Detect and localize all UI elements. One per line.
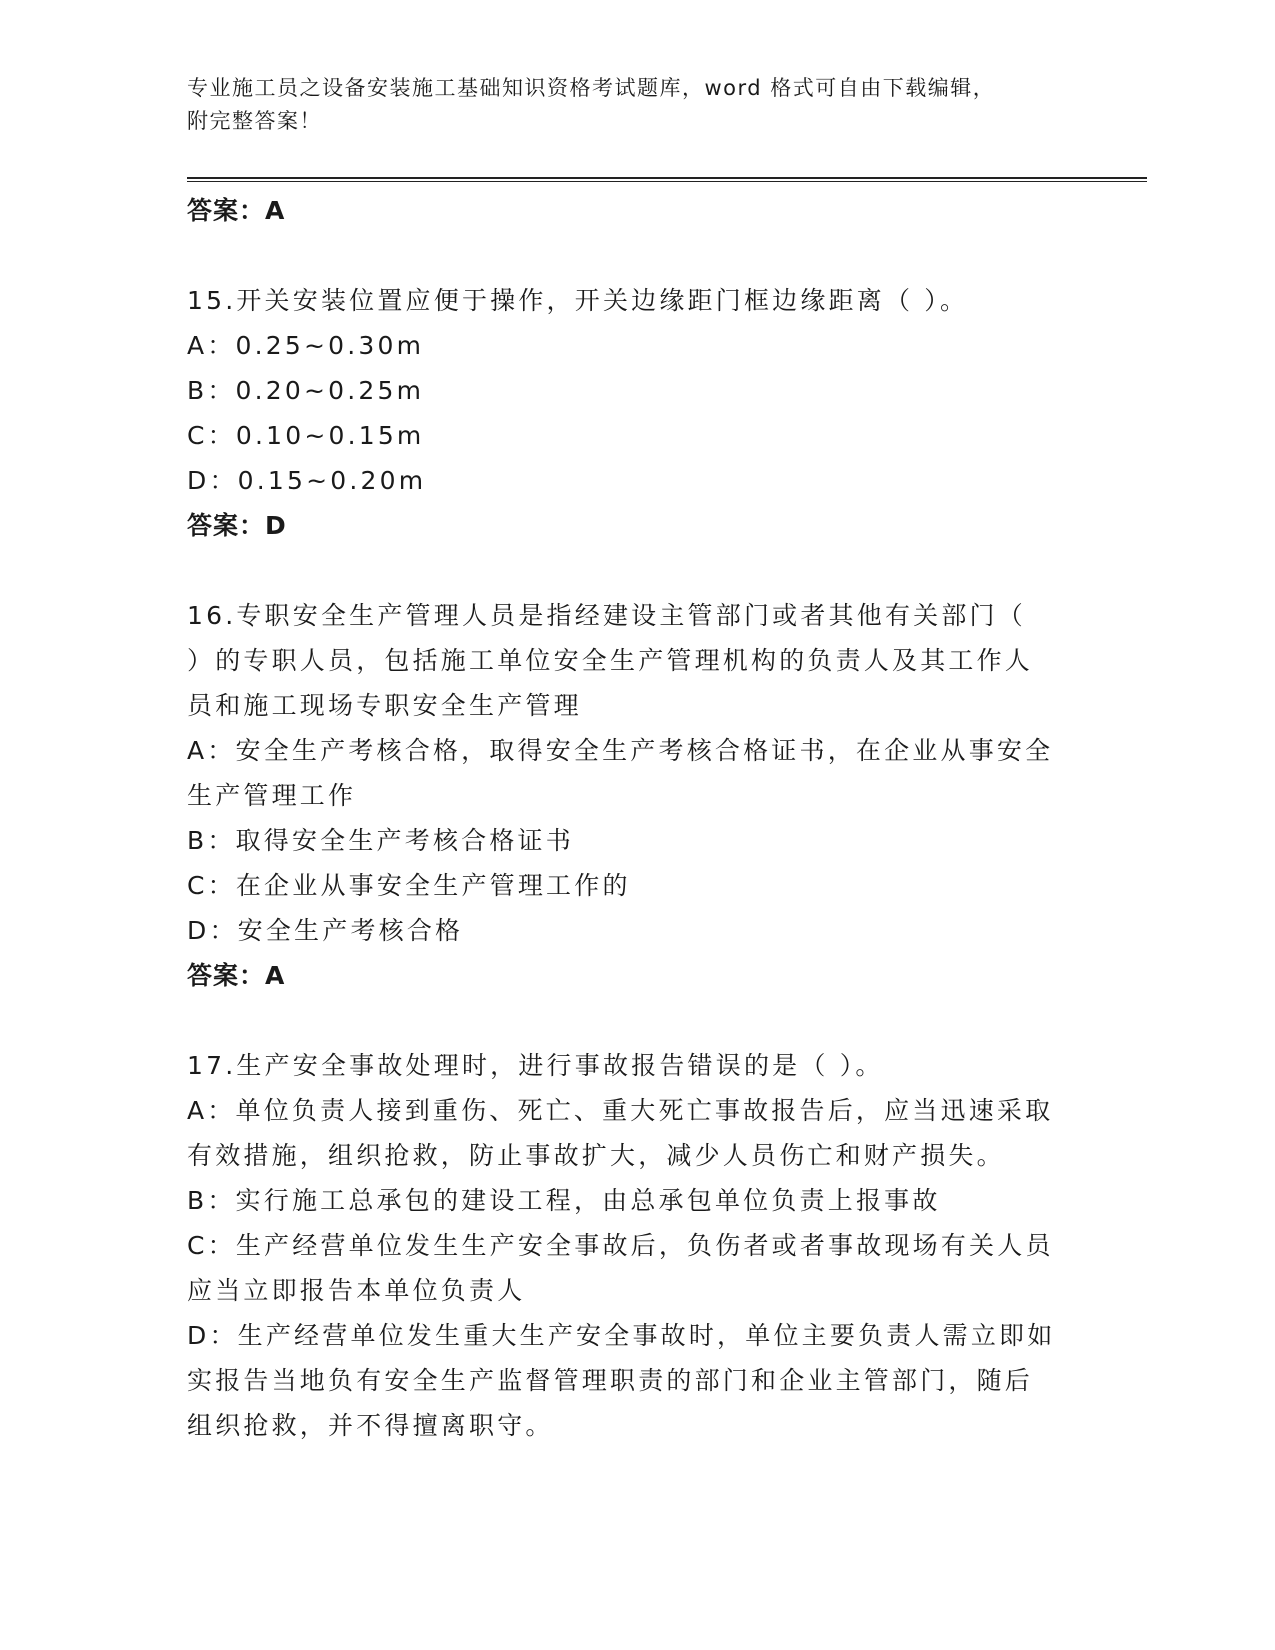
spacer xyxy=(187,548,1067,593)
question-stem: 17.生产安全事故处理时，进行事故报告错误的是（ ）。 xyxy=(187,1051,884,1080)
document-header xyxy=(187,72,1087,138)
option-a-line: A：单位负责人接到重伤、死亡、重大死亡事故报告后，应当迅速采取 xyxy=(187,1096,1054,1125)
option-c-line: 应当立即报告本单位负责人 xyxy=(187,1276,526,1305)
spacer xyxy=(187,233,1067,278)
header-line-2: 附完整答案！ xyxy=(187,109,322,133)
option-d-line: D：生产经营单位发生重大生产安全事故时，单位主要负责人需立即如 xyxy=(187,1321,1056,1350)
option-a-line: 生产管理工作 xyxy=(187,781,357,810)
question-16 xyxy=(187,593,1067,998)
question-17 xyxy=(187,1043,1067,1448)
option-d: D：0.15~0.20m xyxy=(187,466,427,495)
question-stem-line: 16.专职安全生产管理人员是指经建设主管部门或者其他有关部门（ xyxy=(187,601,1026,630)
option-c-line: C：生产经营单位发生生产安全事故后，负伤者或者事故现场有关人员 xyxy=(187,1231,1054,1260)
option-a: A：0.25~0.30m xyxy=(187,331,425,360)
option-c: C：0.10~0.15m xyxy=(187,421,425,450)
spacer xyxy=(187,998,1067,1043)
option-c: C：在企业从事安全生产管理工作的 xyxy=(187,871,631,900)
option-d: D：安全生产考核合格 xyxy=(187,916,464,945)
header-divider-thick xyxy=(187,177,1147,179)
question-15 xyxy=(187,278,1067,548)
option-b: B：实行施工总承包的建设工程，由总承包单位负责上报事故 xyxy=(187,1186,941,1215)
answer-prev: 答案：A xyxy=(187,196,286,225)
question-stem: 15.开关安装位置应便于操作，开关边缘距门框边缘距离（ ）。 xyxy=(187,286,969,315)
option-b: B：取得安全生产考核合格证书 xyxy=(187,826,574,855)
question-stem-line: ）的专职人员，包括施工单位安全生产管理机构的负责人及其工作人 xyxy=(187,646,1034,675)
option-a-line: 有效措施，组织抢救，防止事故扩大，减少人员伤亡和财产损失。 xyxy=(187,1141,1005,1170)
option-b: B：0.20~0.25m xyxy=(187,376,425,405)
header-divider-thin xyxy=(187,181,1147,182)
question-stem-line: 员和施工现场专职安全生产管理 xyxy=(187,691,582,720)
answer: 答案：D xyxy=(187,511,287,540)
option-d-line: 实报告当地负有安全生产监督管理职责的部门和企业主管部门，随后 xyxy=(187,1366,1034,1395)
document-body xyxy=(187,188,1067,1448)
option-a-line: A：安全生产考核合格，取得安全生产考核合格证书，在企业从事安全 xyxy=(187,736,1054,765)
option-d-line: 组织抢救，并不得擅离职守。 xyxy=(187,1411,554,1440)
header-line-1: 专业施工员之设备安装施工基础知识资格考试题库，word 格式可自由下载编辑， xyxy=(187,76,996,100)
answer: 答案：A xyxy=(187,961,286,990)
